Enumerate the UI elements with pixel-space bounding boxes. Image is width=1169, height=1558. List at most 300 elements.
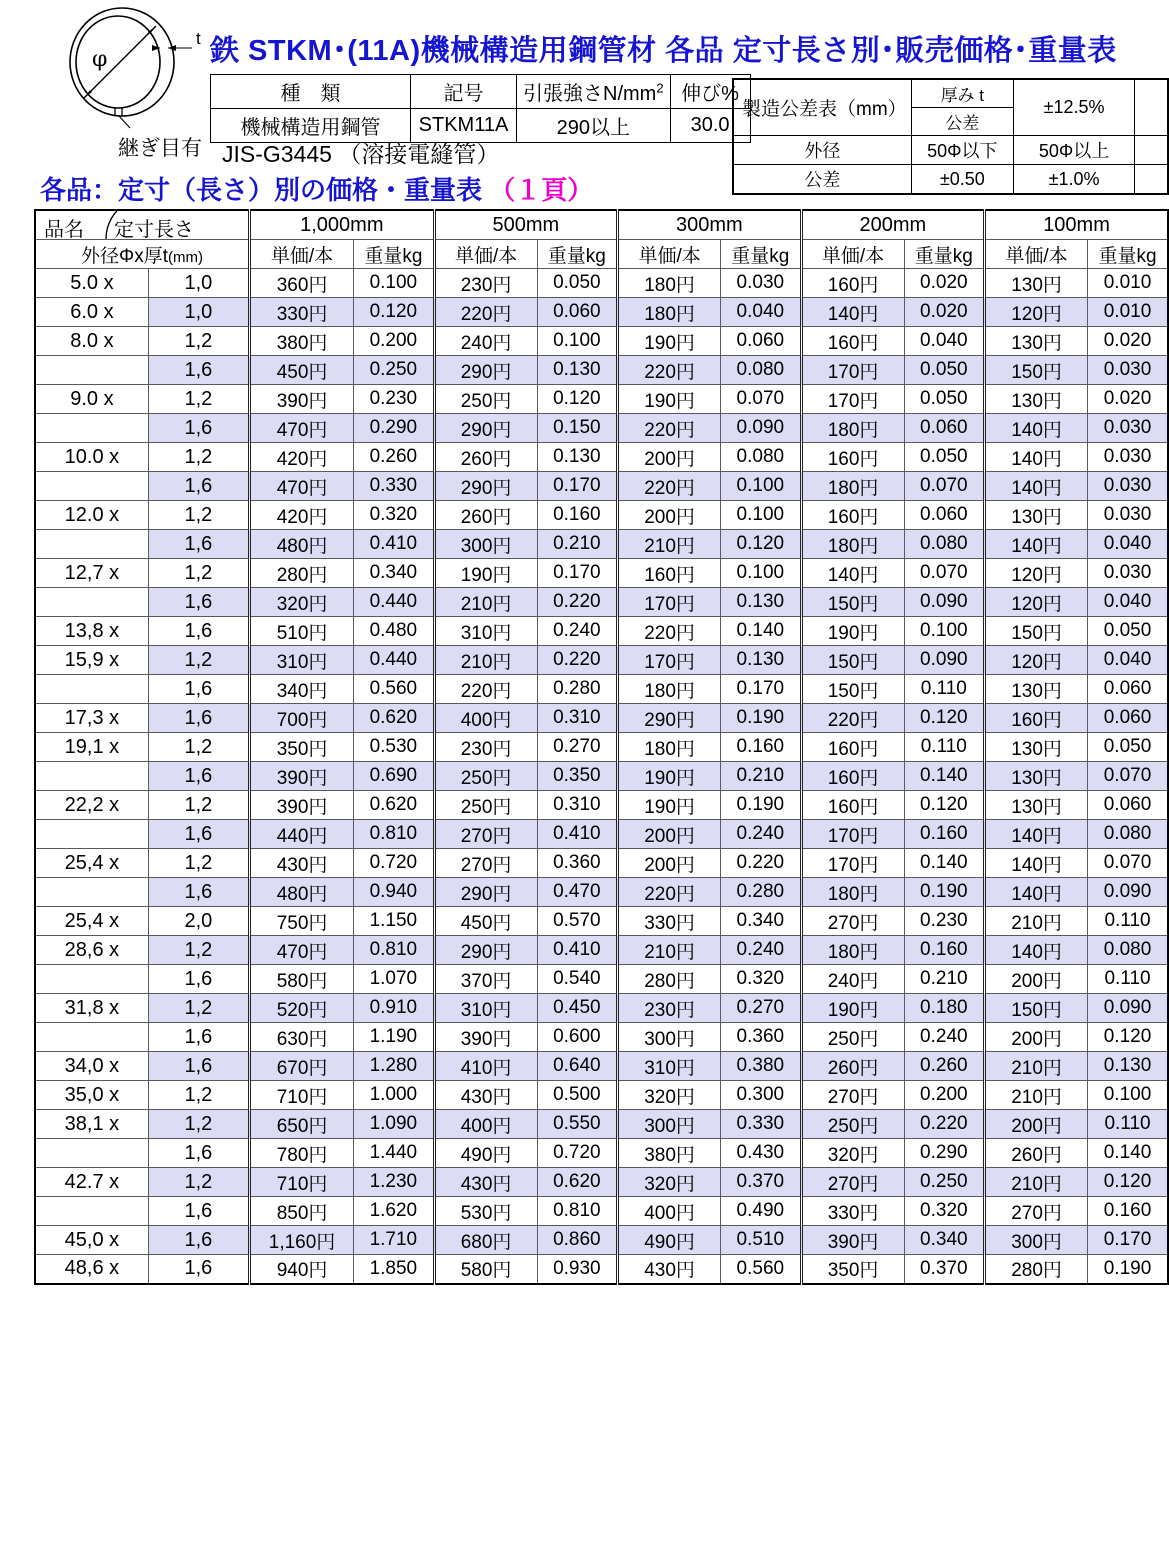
row-dimension-unit: (mm) [167,248,203,266]
cell-weight: 0.330 [354,472,435,501]
table-row [35,820,1168,849]
cell-unit-price: 470円 [250,936,354,965]
tolerance-row-values [733,165,1168,195]
table-row [35,501,1168,530]
cell-unit-price: 430円 [250,849,354,878]
cell-weight: 0.180 [904,994,985,1023]
cell-weight: 0.640 [537,1052,618,1081]
cell-weight: 0.240 [721,820,802,849]
cell-unit-price: 490円 [618,1226,721,1255]
cell-unit-price: 470円 [250,472,354,501]
tolerance-value-label: 公差 [733,165,911,195]
cell-unit-price: 120円 [985,298,1088,327]
cell-weight: 0.240 [537,617,618,646]
cell-thickness: 1,2 [148,327,249,356]
cell-thickness: 1,2 [148,733,249,762]
cell-weight: 0.050 [904,443,985,472]
cell-unit-price: 310円 [434,994,537,1023]
table-row [35,1110,1168,1139]
cell-weight: 0.010 [1088,298,1168,327]
table-row [35,327,1168,356]
cell-unit-price: 120円 [985,646,1088,675]
cell-unit-price: 200円 [618,501,721,530]
cell-weight: 1.850 [354,1255,435,1284]
cell-outer-diameter [35,878,148,907]
table-row [35,965,1168,994]
cell-weight: 0.040 [1088,530,1168,559]
cell-unit-price: 390円 [250,762,354,791]
cell-unit-price: 390円 [434,1023,537,1052]
table-row [35,530,1168,559]
tolerance-value-col1: ±0.50 [911,165,1013,195]
cell-outer-diameter: 42.7 x [35,1168,148,1197]
cell-unit-price: 180円 [618,269,721,298]
spec-header-symbol: 記号 [411,75,517,109]
tolerance-thickness-value: ±12.5% [1013,79,1134,136]
document-header [0,0,1169,205]
cell-thickness: 1,2 [148,646,249,675]
cell-outer-diameter [35,530,148,559]
cell-weight: 1.070 [354,965,435,994]
cell-unit-price: 160円 [801,762,904,791]
cell-weight: 0.080 [1088,820,1168,849]
cell-unit-price: 580円 [250,965,354,994]
cell-unit-price: 130円 [985,762,1088,791]
cell-weight: 0.380 [721,1052,802,1081]
pipe-cross-section-icon [44,4,214,134]
cell-weight: 0.080 [721,356,802,385]
cell-unit-price: 180円 [801,414,904,443]
cell-thickness: 1,6 [148,588,249,617]
cell-unit-price: 210円 [985,1052,1088,1081]
cell-unit-price: 200円 [618,443,721,472]
cell-weight: 0.010 [1088,269,1168,298]
svg-text:t: t [196,29,201,48]
table-row [35,704,1168,733]
table-row [35,1168,1168,1197]
tolerance-row-od [733,136,1168,165]
cell-unit-price: 130円 [985,327,1088,356]
cell-weight: 0.860 [537,1226,618,1255]
cell-weight: 0.250 [354,356,435,385]
cell-unit-price: 320円 [618,1168,721,1197]
cell-weight: 0.050 [904,385,985,414]
subtitle [40,170,593,207]
cell-unit-price: 170円 [801,820,904,849]
cell-weight: 0.600 [537,1023,618,1052]
cell-weight: 0.130 [1088,1052,1168,1081]
cell-weight: 0.320 [904,1197,985,1226]
cell-unit-price: 530円 [434,1197,537,1226]
cell-weight: 0.080 [904,530,985,559]
cell-outer-diameter: 10.0 x [35,443,148,472]
cell-unit-price: 320円 [250,588,354,617]
cell-weight: 0.450 [537,994,618,1023]
cell-outer-diameter: 22,2 x [35,791,148,820]
cell-unit-price: 180円 [801,530,904,559]
cell-weight: 0.280 [721,878,802,907]
table-row [35,994,1168,1023]
cell-unit-price: 150円 [985,617,1088,646]
cell-weight: 0.290 [904,1139,985,1168]
cell-weight: 0.210 [721,762,802,791]
cell-weight: 0.240 [904,1023,985,1052]
cell-unit-price: 430円 [434,1081,537,1110]
spec-value-tensile: 290以上 [517,109,671,143]
cell-unit-price: 190円 [618,791,721,820]
cell-unit-price: 370円 [434,965,537,994]
cell-unit-price: 320円 [618,1081,721,1110]
cell-weight: 0.160 [721,733,802,762]
cell-unit-price: 250円 [434,762,537,791]
cell-thickness: 1,2 [148,1110,249,1139]
cell-weight: 0.140 [721,617,802,646]
cell-outer-diameter [35,762,148,791]
cell-unit-price: 680円 [434,1226,537,1255]
cell-unit-price: 160円 [801,733,904,762]
cell-unit-price: 180円 [801,472,904,501]
tolerance-blank-top [1135,79,1168,136]
cell-weight: 0.490 [721,1197,802,1226]
cell-weight: 0.170 [721,675,802,704]
table-row [35,675,1168,704]
cell-unit-price: 150円 [801,675,904,704]
cell-unit-price: 150円 [985,356,1088,385]
cell-unit-price: 220円 [618,878,721,907]
cell-unit-price: 140円 [985,849,1088,878]
cell-thickness: 1,2 [148,501,249,530]
cell-unit-price: 200円 [985,1110,1088,1139]
cell-thickness: 1,0 [148,269,249,298]
cell-weight: 0.940 [354,878,435,907]
cell-unit-price: 160円 [801,501,904,530]
cell-unit-price: 230円 [618,994,721,1023]
cell-weight: 1.190 [354,1023,435,1052]
cell-weight: 0.510 [721,1226,802,1255]
cell-unit-price: 750円 [250,907,354,936]
cell-weight: 0.120 [904,704,985,733]
cell-weight: 0.250 [904,1168,985,1197]
cell-unit-price: 450円 [434,907,537,936]
cell-weight: 0.090 [1088,994,1168,1023]
cell-weight: 0.810 [537,1197,618,1226]
table-row [35,1023,1168,1052]
cell-unit-price: 130円 [985,385,1088,414]
cell-unit-price: 710円 [250,1081,354,1110]
cell-unit-price: 410円 [434,1052,537,1081]
table-row [35,617,1168,646]
length-header-1000: 1,000mm [250,210,435,240]
cell-unit-price: 170円 [801,849,904,878]
cell-weight: 0.030 [1088,356,1168,385]
cell-unit-price: 210円 [985,1081,1088,1110]
cell-weight: 0.190 [721,791,802,820]
cell-weight: 0.110 [904,675,985,704]
cell-outer-diameter: 8.0 x [35,327,148,356]
cell-outer-diameter [35,675,148,704]
cell-weight: 0.100 [1088,1081,1168,1110]
price-table-head [35,210,1168,269]
cell-weight: 0.110 [1088,1110,1168,1139]
cell-thickness: 1,6 [148,1023,249,1052]
cell-thickness: 1,6 [148,617,249,646]
cell-unit-price: 520円 [250,994,354,1023]
table-row [35,298,1168,327]
cell-weight: 0.100 [354,269,435,298]
length-header-row [35,210,1168,240]
cell-weight: 0.620 [354,704,435,733]
cell-weight: 0.370 [904,1255,985,1284]
cell-weight: 0.310 [537,704,618,733]
cell-weight: 0.540 [537,965,618,994]
spec-value-symbol: STKM11A [411,109,517,143]
cell-weight: 0.570 [537,907,618,936]
cell-unit-price: 300円 [618,1110,721,1139]
cell-unit-price: 250円 [801,1023,904,1052]
cell-unit-price: 170円 [801,385,904,414]
cell-unit-price: 160円 [985,704,1088,733]
subheader-weight-100: 重量kg [1088,240,1168,269]
cell-weight: 0.560 [354,675,435,704]
table-row [35,907,1168,936]
cell-weight: 1.710 [354,1226,435,1255]
cell-weight: 0.120 [1088,1168,1168,1197]
cell-unit-price: 180円 [618,298,721,327]
cell-unit-price: 300円 [434,530,537,559]
corner-label-length: 定寸長さ [114,219,194,241]
subheader-price-100: 単価/本 [985,240,1088,269]
cell-unit-price: 270円 [434,820,537,849]
cell-unit-price: 140円 [801,559,904,588]
cell-unit-price: 490円 [434,1139,537,1168]
cell-unit-price: 200円 [985,965,1088,994]
cell-weight: 0.020 [904,269,985,298]
cell-weight: 0.090 [1088,878,1168,907]
cell-weight: 0.040 [1088,646,1168,675]
table-row [35,385,1168,414]
cell-outer-diameter: 34,0 x [35,1052,148,1081]
table-row [35,1197,1168,1226]
spec-value-type: 機械構造用鋼管 [211,109,411,143]
cell-weight: 0.060 [721,327,802,356]
cell-weight: 0.040 [721,298,802,327]
cell-outer-diameter [35,1197,148,1226]
cell-thickness: 1,6 [148,414,249,443]
cell-unit-price: 190円 [434,559,537,588]
tolerance-value-col3 [1135,165,1168,195]
cell-weight: 0.220 [537,588,618,617]
cell-weight: 0.130 [721,646,802,675]
cell-unit-price: 390円 [250,385,354,414]
cell-unit-price: 190円 [618,385,721,414]
cell-unit-price: 430円 [434,1168,537,1197]
cell-weight: 1.620 [354,1197,435,1226]
table-row [35,1081,1168,1110]
cell-thickness: 1,6 [148,530,249,559]
cell-outer-diameter: 17,3 x [35,704,148,733]
cell-weight: 0.130 [537,443,618,472]
cell-outer-diameter: 28,6 x [35,936,148,965]
page-number-label: （１頁） [489,175,594,205]
cell-weight: 0.340 [721,907,802,936]
cell-unit-price: 300円 [985,1226,1088,1255]
corner-header [35,210,250,240]
subheader-price-1000: 単価/本 [250,240,354,269]
cell-unit-price: 260円 [434,443,537,472]
cell-outer-diameter [35,472,148,501]
cell-unit-price: 480円 [250,878,354,907]
cell-unit-price: 160円 [801,791,904,820]
cell-weight: 0.070 [1088,849,1168,878]
cell-weight: 0.470 [537,878,618,907]
cell-unit-price: 210円 [618,936,721,965]
cell-unit-price: 180円 [618,675,721,704]
cell-outer-diameter: 13,8 x [35,617,148,646]
cell-thickness: 1,2 [148,791,249,820]
cell-weight: 0.410 [537,936,618,965]
cell-weight: 1.230 [354,1168,435,1197]
diagram-caption: 継ぎ目有 [118,137,202,160]
cell-thickness: 2,0 [148,907,249,936]
cell-unit-price: 230円 [434,269,537,298]
cell-thickness: 1,6 [148,820,249,849]
cell-unit-price: 220円 [618,356,721,385]
cell-thickness: 1,6 [148,965,249,994]
table-row [35,849,1168,878]
cell-unit-price: 850円 [250,1197,354,1226]
cell-weight: 0.320 [354,501,435,530]
cell-outer-diameter [35,820,148,849]
cell-weight: 1.090 [354,1110,435,1139]
cell-weight: 0.500 [537,1081,618,1110]
cell-weight: 0.150 [537,414,618,443]
cell-weight: 0.140 [904,762,985,791]
table-row [35,559,1168,588]
svg-text:φ: φ [92,47,108,72]
cell-weight: 0.120 [537,385,618,414]
cell-weight: 0.340 [354,559,435,588]
subheader-price-500: 単価/本 [434,240,537,269]
cell-unit-price: 330円 [801,1197,904,1226]
cell-weight: 0.050 [537,269,618,298]
cell-weight: 0.430 [721,1139,802,1168]
cell-weight: 0.100 [721,472,802,501]
cell-unit-price: 220円 [434,675,537,704]
cell-weight: 0.910 [354,994,435,1023]
cell-weight: 1.150 [354,907,435,936]
cell-weight: 0.050 [904,356,985,385]
subheader-price-300: 単価/本 [618,240,721,269]
cell-outer-diameter [35,1023,148,1052]
cell-outer-diameter: 19,1 x [35,733,148,762]
cell-weight: 0.120 [354,298,435,327]
cell-unit-price: 250円 [801,1110,904,1139]
cell-outer-diameter: 25,4 x [35,849,148,878]
table-row [35,646,1168,675]
cell-weight: 0.290 [354,414,435,443]
cell-outer-diameter: 31,8 x [35,994,148,1023]
cell-weight: 0.080 [721,443,802,472]
cell-unit-price: 580円 [434,1255,537,1284]
cell-weight: 0.030 [1088,559,1168,588]
cell-outer-diameter [35,1139,148,1168]
table-row [35,588,1168,617]
cell-unit-price: 440円 [250,820,354,849]
tolerance-od-col3 [1135,136,1168,165]
cell-weight: 0.020 [1088,385,1168,414]
cell-thickness: 1,6 [148,704,249,733]
spec-header-type: 種 類 [211,75,411,109]
cell-weight: 0.090 [721,414,802,443]
table-row [35,878,1168,907]
cell-unit-price: 240円 [434,327,537,356]
cell-thickness: 1,6 [148,878,249,907]
cell-weight: 0.140 [904,849,985,878]
cell-thickness: 1,6 [148,472,249,501]
cell-unit-price: 480円 [250,530,354,559]
cell-unit-price: 140円 [985,443,1088,472]
cell-unit-price: 160円 [801,269,904,298]
cell-weight: 0.410 [537,820,618,849]
page-title: 鉄 STKM･(11A)機械構造用鋼管材 各品 定寸長さ別･販売価格･重量表 [210,35,1117,67]
cell-unit-price: 270円 [801,1081,904,1110]
tolerance-value-col2: ±1.0% [1013,165,1134,195]
cell-weight: 0.810 [354,936,435,965]
cell-outer-diameter: 45,0 x [35,1226,148,1255]
material-spec-table [210,74,751,143]
cell-weight: 0.330 [721,1110,802,1139]
cell-unit-price: 290円 [434,878,537,907]
cell-outer-diameter: 15,9 x [35,646,148,675]
cell-unit-price: 200円 [985,1023,1088,1052]
cell-weight: 0.120 [721,530,802,559]
cell-unit-price: 400円 [434,1110,537,1139]
cell-unit-price: 330円 [618,907,721,936]
cell-weight: 0.040 [1088,588,1168,617]
cell-unit-price: 290円 [434,472,537,501]
cell-weight: 0.070 [1088,762,1168,791]
tolerance-od-col2: 50Φ以上 [1013,136,1134,165]
cell-unit-price: 430円 [618,1255,721,1284]
cell-weight: 0.030 [1088,472,1168,501]
cell-unit-price: 420円 [250,501,354,530]
cell-weight: 0.200 [904,1081,985,1110]
cell-weight: 0.070 [904,559,985,588]
table-row [35,1255,1168,1284]
cell-weight: 0.020 [904,298,985,327]
cell-weight: 0.310 [537,791,618,820]
cell-weight: 0.200 [354,327,435,356]
cell-unit-price: 350円 [250,733,354,762]
cell-weight: 0.020 [1088,327,1168,356]
cell-unit-price: 170円 [618,588,721,617]
cell-weight: 0.060 [1088,675,1168,704]
cell-unit-price: 250円 [434,791,537,820]
cell-unit-price: 330円 [250,298,354,327]
tensile-label: 引張強さN/mm [523,83,657,105]
cell-weight: 0.190 [904,878,985,907]
cell-unit-price: 140円 [985,936,1088,965]
corner-label-product: 品名 [44,219,84,241]
cell-unit-price: 210円 [985,907,1088,936]
cell-unit-price: 120円 [985,588,1088,617]
cell-weight: 0.410 [354,530,435,559]
cell-unit-price: 310円 [618,1052,721,1081]
cell-weight: 0.360 [537,849,618,878]
cell-unit-price: 190円 [618,762,721,791]
table-row [35,733,1168,762]
cell-unit-price: 260円 [985,1139,1088,1168]
